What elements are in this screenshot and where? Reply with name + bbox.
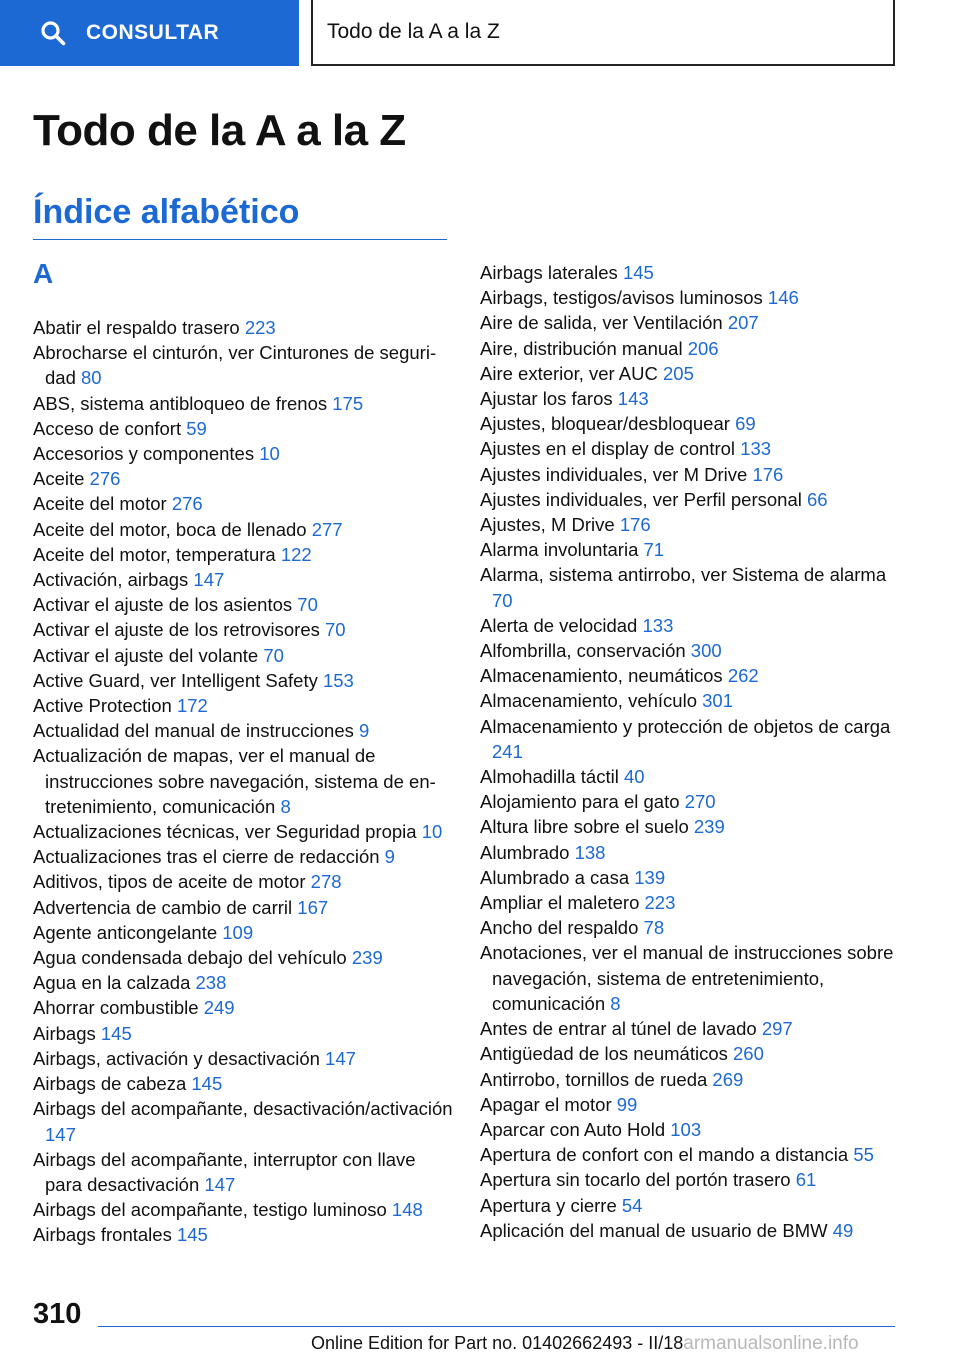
index-entry-page-link[interactable]: 148	[391, 1199, 423, 1221]
index-entry-page-link[interactable]: 147	[325, 1047, 356, 1069]
footer-divider	[98, 1326, 895, 1327]
index-entry-text: Aire exterior, ver AUC	[480, 362, 664, 384]
index-entry-text: Airbags	[33, 1022, 101, 1044]
index-entry	[480, 638, 900, 663]
index-entry-text: Ajustes, bloquear/desbloquear	[480, 413, 736, 435]
index-entry-page-link[interactable]: 297	[761, 1018, 793, 1040]
index-entry-page-link[interactable]: 69	[735, 413, 756, 435]
index-entry-page-link[interactable]: 239	[351, 947, 383, 969]
top-header	[0, 0, 960, 66]
index-entry	[33, 895, 453, 920]
index-entry	[33, 517, 453, 542]
index-entry-page-link[interactable]: 276	[89, 468, 121, 490]
index-entry-text: ABS, sistema antibloqueo de frenos	[33, 392, 333, 414]
index-entry	[33, 693, 453, 718]
index-entry	[33, 819, 453, 844]
index-entry	[480, 562, 900, 612]
index-entry	[33, 643, 453, 668]
index-entry-text: Ajustes individuales, ver M Drive	[480, 463, 753, 485]
index-entry	[480, 764, 900, 789]
index-entry	[480, 890, 900, 915]
index-entry-text: Ampliar el maletero	[480, 892, 645, 914]
index-entry-text: Antes de entrar al túnel de lavado	[480, 1018, 762, 1040]
index-entry	[33, 1197, 453, 1222]
index-entry-text: Abrocharse el cinturón, ver Cinturones de seguridad	[33, 342, 437, 389]
index-entry-page-link[interactable]: 122	[280, 543, 312, 565]
index-entry-page-link[interactable]: 147	[193, 569, 225, 591]
index-entry	[480, 411, 900, 436]
index-entry	[33, 844, 453, 869]
index-entry-text: Aceite del motor, boca de llenado	[33, 518, 312, 540]
footer-edition	[311, 1333, 859, 1355]
index-entry-text: Alumbrado a casa	[480, 866, 635, 888]
index-entry-page-link[interactable]: 176	[752, 463, 784, 485]
index-entry	[480, 865, 900, 890]
index-entry-page-link[interactable]: 70	[325, 619, 346, 641]
index-entry-text: Advertencia de cambio de carril	[33, 896, 298, 918]
index-entry-text: Apertura y cierre	[480, 1194, 622, 1216]
index-entry-page-link[interactable]: 9	[384, 846, 395, 868]
index-entry	[33, 718, 453, 743]
index-entry-text: Ajustar los faros	[480, 388, 618, 410]
index-entry	[33, 567, 453, 592]
index-entry	[33, 416, 453, 441]
index-entry-text: Agente anticongelante	[33, 921, 223, 943]
consult-button[interactable]	[0, 0, 299, 66]
index-entry-text: Apertura sin tocarlo del portón trasero	[480, 1169, 796, 1191]
index-entry-page-link[interactable]: 145	[100, 1022, 132, 1044]
index-entry	[480, 285, 900, 310]
index-entry-page-link[interactable]: 66	[807, 488, 828, 510]
index-entry-page-link[interactable]: 205	[663, 362, 694, 384]
index-entry	[480, 361, 900, 386]
index-entry-page-link[interactable]: 10	[421, 821, 443, 843]
index-entry	[480, 436, 900, 461]
index-entry	[480, 1167, 900, 1192]
index-entry-text: Aire, distribución manual	[480, 337, 688, 359]
index-entry-text: Aire de salida, ver Ventilación	[480, 312, 728, 334]
index-entry-page-link[interactable]: 172	[176, 695, 208, 717]
index-entry-text: Almacenamiento, neumáticos	[480, 665, 728, 687]
index-entry	[33, 1222, 453, 1247]
index-entry	[480, 386, 900, 411]
footer-edition-text: Online Edition for Part no. 01402662493 - II/18	[311, 1333, 684, 1353]
index-entry-page-link[interactable]: 54	[621, 1194, 643, 1216]
index-entry-text: Airbags, activación y desactivación	[33, 1047, 326, 1069]
index-entry-page-link[interactable]: 153	[322, 669, 354, 691]
index-entry-text: Antirrobo, tornillos de rueda	[480, 1068, 713, 1090]
index-entry	[33, 315, 453, 340]
index-entry-page-link[interactable]: 207	[727, 312, 759, 334]
index-entry-text: Actualizaciones tras el cierre de redacción	[33, 846, 385, 868]
index-entry-text: Almacenamiento, vehículo	[480, 690, 703, 712]
index-entry	[480, 537, 900, 562]
section-title: Índice alfabético	[33, 193, 300, 231]
index-entry-text: Airbags del acompañante, desactivación/activación	[33, 1098, 453, 1120]
index-entry-page-link[interactable]: 175	[332, 392, 364, 414]
index-entry	[480, 1117, 900, 1142]
index-entry	[480, 688, 900, 713]
index-entry-page-link[interactable]: 139	[634, 866, 666, 888]
index-entry-text: Abatir el respaldo trasero	[33, 317, 245, 338]
index-entry-page-link[interactable]: 262	[727, 665, 759, 687]
index-entry-page-link[interactable]: 61	[795, 1169, 817, 1191]
index-entry-text: Aceite del motor, temperatura	[33, 543, 281, 565]
index-entry-page-link[interactable]: 238	[195, 972, 227, 994]
index-entry	[33, 340, 453, 390]
index-entry	[480, 915, 900, 940]
index-entry	[33, 391, 453, 416]
index-entry-text: Actualidad del manual de instrucciones	[33, 720, 359, 742]
index-entry-text: Ajustes en el display de control	[480, 438, 741, 460]
index-entry-page-link[interactable]: 270	[684, 791, 716, 813]
index-entry-page-link[interactable]: 276	[171, 493, 203, 515]
index-entry-page-link[interactable]: 103	[670, 1118, 702, 1140]
index-entry	[480, 1193, 900, 1218]
index-entry-text: Altura libre sobre el suelo	[480, 816, 694, 838]
page-number: 310	[33, 1298, 82, 1330]
index-entry-page-link[interactable]: 260	[733, 1043, 764, 1065]
index-entry-page-link[interactable]: 49	[832, 1219, 854, 1241]
index-entry-text: Alarma, sistema antirrobo, ver Sistema de alarma	[480, 564, 887, 586]
index-entry-page-link[interactable]: 269	[712, 1068, 744, 1090]
index-entry-text: Active Protection	[33, 695, 177, 717]
index-entry	[33, 920, 453, 945]
index-entry	[480, 1218, 900, 1243]
index-entry-page-link[interactable]: 70	[297, 594, 318, 616]
index-entry-page-link[interactable]: 70	[263, 644, 284, 666]
index-entry-text: Activar el ajuste de los retrovisores	[33, 619, 326, 641]
index-entry-page-link[interactable]: 133	[740, 438, 772, 460]
index-entry	[480, 814, 900, 839]
index-entry	[480, 1067, 900, 1092]
index-entry-page-link[interactable]: 99	[616, 1093, 638, 1115]
index-entry	[480, 789, 900, 814]
index-entry-page-link[interactable]: 147	[45, 1123, 76, 1145]
footer-site-watermark: armanualsonline.info	[683, 1333, 859, 1354]
index-entry-page-link[interactable]: 223	[644, 892, 676, 914]
index-entry-text: Ahorrar combustible	[33, 997, 204, 1019]
index-entry-text: Actualización de mapas, ver el manual de instrucciones sobre navegación, sistema de entretenimiento, comunicación	[33, 745, 436, 817]
index-entry-page-link[interactable]: 70	[492, 589, 513, 611]
index-entry-page-link[interactable]: 206	[687, 337, 719, 359]
index-letter-heading: A	[33, 258, 54, 289]
index-entry-text: Airbags frontales	[33, 1224, 177, 1246]
index-entry-text: Ancho del respaldo	[480, 917, 644, 939]
index-entry-page-link[interactable]: 277	[311, 518, 343, 540]
index-entry-page-link[interactable]: 145	[176, 1224, 208, 1246]
index-entry-text: Activar el ajuste de los asientos	[33, 594, 298, 616]
index-entry	[480, 260, 900, 285]
index-entry-page-link[interactable]: 239	[693, 816, 725, 838]
index-entry-page-link[interactable]: 249	[203, 997, 235, 1019]
index-entry-text: Aceite	[33, 468, 90, 490]
index-entry-page-link[interactable]: 241	[492, 740, 523, 762]
index-entry-text: Airbags, testigos/avisos luminosos	[480, 287, 768, 309]
index-entry-text: Alerta de velocidad	[480, 614, 643, 636]
index-entry	[33, 542, 453, 567]
index-entry	[480, 310, 900, 335]
index-entry	[480, 487, 900, 512]
index-entry-page-link[interactable]: 167	[297, 896, 329, 918]
index-entry-text: Aceite del motor	[33, 493, 172, 515]
index-entry-text: Ajustes individuales, ver Perfil personal	[480, 488, 807, 510]
index-entry	[33, 466, 453, 491]
search-icon	[40, 20, 66, 46]
index-entry-text: Activación, airbags	[33, 569, 194, 591]
index-entry	[33, 743, 453, 819]
index-entry-page-link[interactable]: 78	[643, 917, 665, 939]
index-entry-page-link[interactable]: 10	[259, 443, 280, 465]
index-entry-page-link[interactable]: 133	[642, 614, 674, 636]
index-entry	[33, 970, 453, 995]
index-entry	[480, 714, 900, 764]
index-entry	[33, 441, 453, 466]
index-entry-page-link[interactable]: 71	[643, 539, 665, 561]
index-entry-page-link[interactable]: 223	[244, 317, 276, 338]
section-divider	[33, 239, 447, 240]
index-entry	[480, 1092, 900, 1117]
index-entry	[33, 1046, 453, 1071]
index-entry	[480, 336, 900, 361]
index-entry-page-link[interactable]: 146	[767, 287, 799, 309]
index-entry	[480, 1041, 900, 1066]
index-entry-page-link[interactable]: 301	[702, 690, 733, 712]
index-entry	[33, 869, 453, 894]
index-entry-page-link[interactable]: 145	[622, 262, 654, 283]
index-entry-text: Accesorios y componentes	[33, 443, 260, 465]
index-entry-text: Anotaciones, ver el manual de instrucciones sobre navegación, sistema de entretenimiento, comunicación	[480, 942, 894, 1014]
index-entry	[33, 945, 453, 970]
index-entry-text: Airbags del acompañante, interruptor con llave para desactivación	[33, 1148, 416, 1195]
index-entry-text: Alumbrado	[480, 841, 575, 863]
index-entry	[33, 995, 453, 1020]
index-entry-text: Active Guard, ver Intelligent Safety	[33, 669, 323, 691]
index-entry-text: Acceso de confort	[33, 417, 187, 439]
index-entry-text: Airbags del acompañante, testigo luminoso	[33, 1199, 392, 1221]
index-entry-page-link[interactable]: 55	[853, 1144, 874, 1166]
consult-label: CONSULTAR	[86, 21, 220, 44]
index-entry-text: Airbags laterales	[480, 262, 623, 283]
index-entry-page-link[interactable]: 109	[222, 921, 254, 943]
index-entry-text: Antigüedad de los neumáticos	[480, 1043, 734, 1065]
index-entry-page-link[interactable]: 147	[204, 1173, 236, 1195]
index-entry-text: Actualizaciones técnicas, ver Seguridad propia	[33, 821, 422, 843]
index-entry-text: Agua en la calzada	[33, 972, 196, 994]
index-entry-text: Almohadilla táctil	[480, 766, 624, 788]
index-entry-text: Apagar el motor	[480, 1093, 617, 1115]
index-entry-page-link[interactable]: 9	[359, 720, 370, 742]
index-entry	[480, 940, 900, 1016]
index-entry	[33, 668, 453, 693]
index-entry-text: Almacenamiento y protección de objetos de carga	[480, 715, 891, 737]
index-entry-page-link[interactable]: 143	[617, 388, 649, 410]
index-entry-text: Alojamiento para el gato	[480, 791, 685, 813]
index-entry	[480, 840, 900, 865]
index-entry-page-link[interactable]: 80	[81, 367, 102, 389]
index-entry-text: Alarma involuntaria	[480, 539, 644, 561]
index-entry-page-link[interactable]: 8	[280, 795, 291, 817]
index-entry-text: Agua condensada debajo del vehículo	[33, 947, 352, 969]
index-entry	[33, 491, 453, 516]
index-entry	[33, 1071, 453, 1096]
index-entry-page-link[interactable]: 300	[690, 640, 722, 662]
breadcrumb-text: Todo de la A a la Z	[327, 20, 500, 43]
index-entry	[33, 1021, 453, 1046]
index-entry-text: Apertura de confort con el mando a distancia	[480, 1144, 854, 1166]
index-entry-page-link[interactable]: 176	[619, 514, 651, 536]
index-entry-page-link[interactable]: 8	[610, 992, 621, 1014]
index-entry	[33, 1096, 453, 1146]
index-column-right	[480, 260, 900, 1243]
index-entry-page-link[interactable]: 138	[574, 841, 606, 863]
index-entry-text: Alfombrilla, conservación	[480, 640, 691, 662]
index-entry	[33, 617, 453, 642]
index-entry-page-link[interactable]: 278	[310, 871, 342, 893]
page-title: Todo de la A a la Z	[33, 106, 406, 155]
index-entry	[33, 1147, 453, 1197]
index-entry	[480, 462, 900, 487]
index-entry-text: Aditivos, tipos de aceite de motor	[33, 871, 311, 893]
index-entry	[480, 512, 900, 537]
index-entry-page-link[interactable]: 59	[186, 417, 207, 439]
index-entry-text: Aplicación del manual de usuario de BMW	[480, 1219, 833, 1241]
index-entry	[33, 592, 453, 617]
index-entry-text: Airbags de cabeza	[33, 1073, 192, 1095]
index-entry-text: Aparcar con Auto Hold	[480, 1118, 671, 1140]
index-entry	[480, 663, 900, 688]
index-column-left	[33, 315, 453, 1248]
index-entry-page-link[interactable]: 40	[623, 766, 645, 788]
index-entry	[480, 613, 900, 638]
index-entry	[480, 1142, 900, 1167]
index-entry-page-link[interactable]: 145	[191, 1073, 223, 1095]
breadcrumb[interactable]	[311, 0, 895, 66]
index-entry-text: Activar el ajuste del volante	[33, 644, 264, 666]
index-entry	[480, 1016, 900, 1041]
index-entry-text: Ajustes, M Drive	[480, 514, 620, 536]
